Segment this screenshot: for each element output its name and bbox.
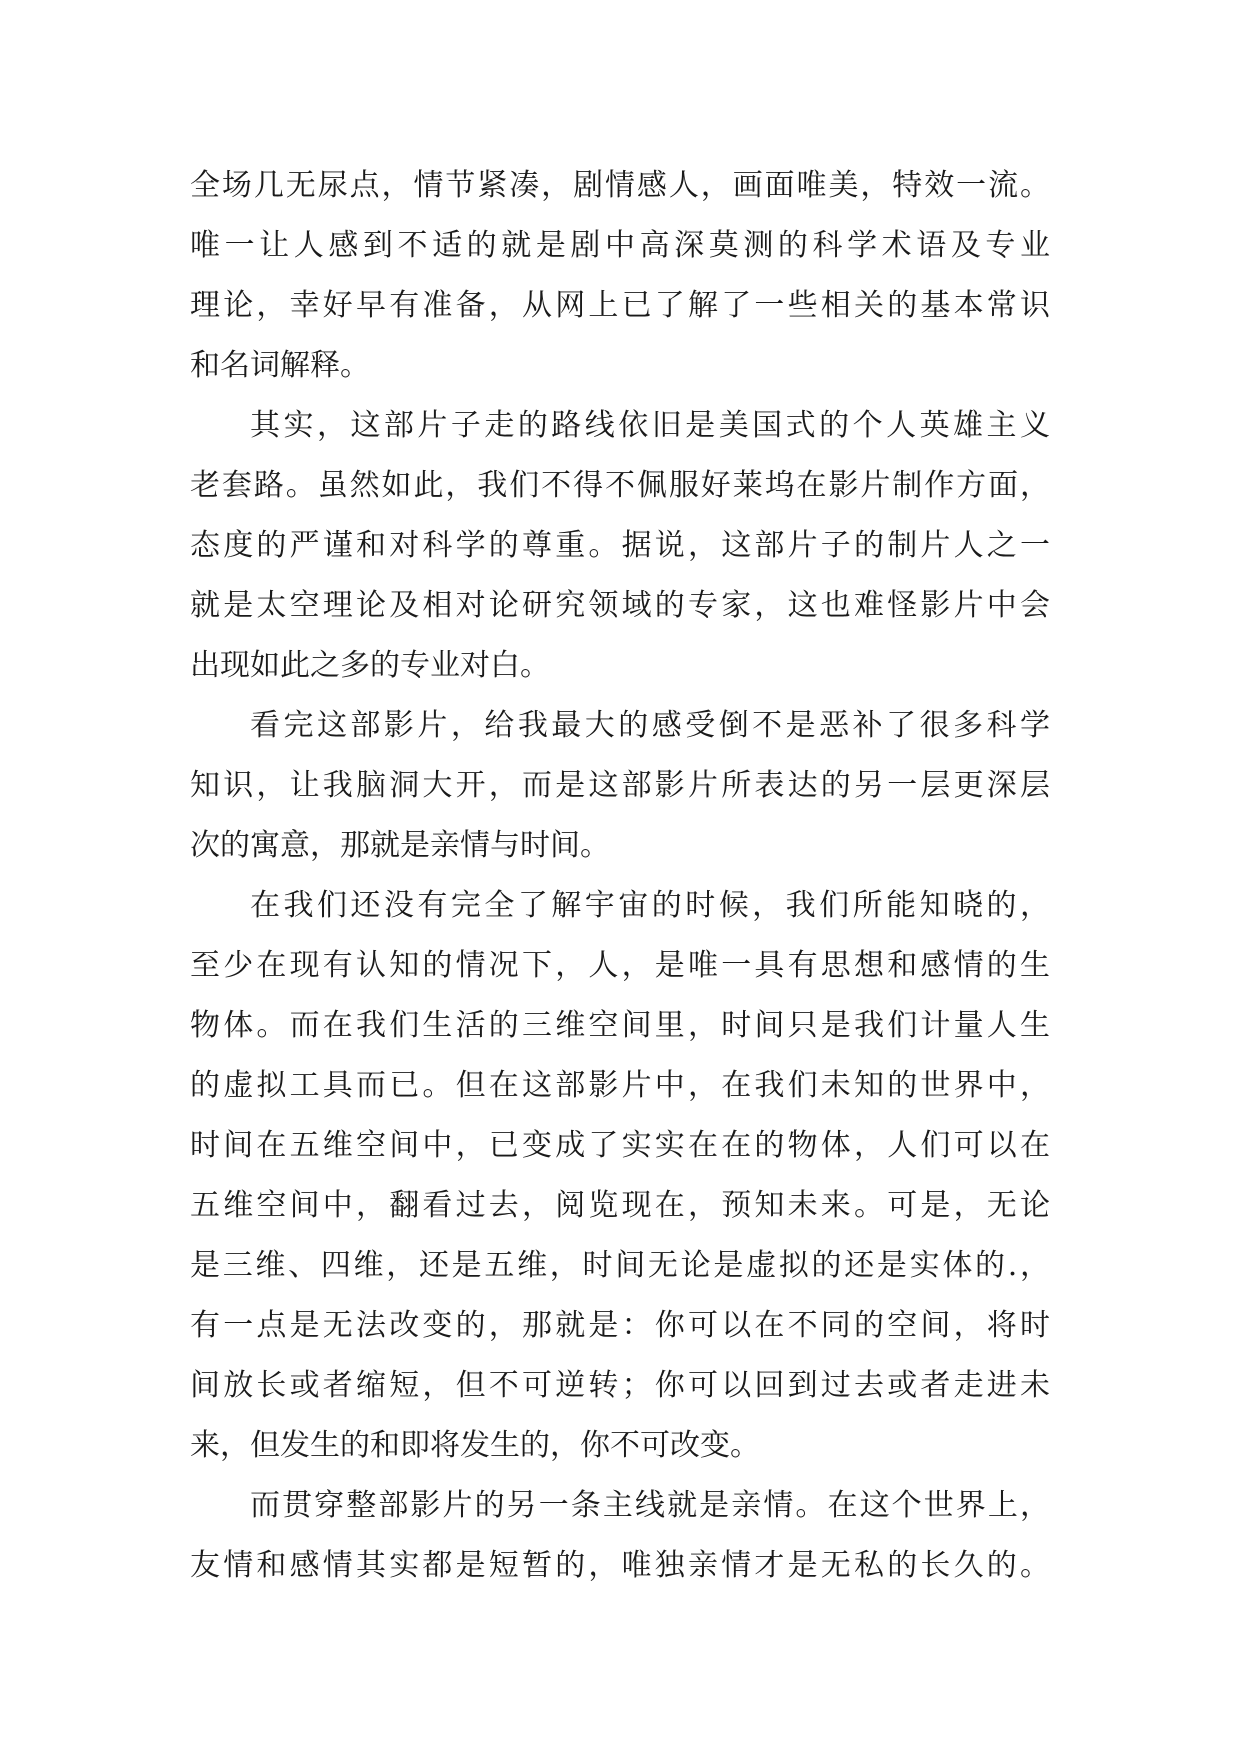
text-line: 间放长或者缩短，但不可逆转；你可以回到过去或者走进未 xyxy=(190,1368,1050,1403)
paragraph xyxy=(190,696,1050,876)
text-line: 全场几无尿点，情节紧凑，剧情感人，画面唯美，特效一流。 xyxy=(190,168,1050,203)
text-line: 至少在现有认知的情况下，人，是唯一具有思想和感情的生 xyxy=(190,948,1050,983)
text-line: 是三维、四维，还是五维，时间无论是虚拟的还是实体的.， xyxy=(190,1248,1050,1283)
text-line: 物体。而在我们生活的三维空间里，时间只是我们计量人生 xyxy=(190,1008,1050,1043)
text-line: 五维空间中，翻看过去，阅览现在，预知未来。可是，无论 xyxy=(190,1188,1050,1223)
paragraph xyxy=(190,876,1050,1476)
text-line: 知识，让我脑洞大开，而是这部影片所表达的另一层更深层 xyxy=(190,768,1050,803)
text-line: 友情和感情其实都是短暂的，唯独亲情才是无私的长久的。 xyxy=(190,1548,1050,1583)
text-line: 的虚拟工具而已。但在这部影片中，在我们未知的世界中， xyxy=(190,1068,1050,1103)
text-line: 而贯穿整部影片的另一条主线就是亲情。在这个世界上， xyxy=(250,1488,1050,1523)
text-line: 老套路。虽然如此，我们不得不佩服好莱坞在影片制作方面， xyxy=(190,468,1050,503)
text-line: 在我们还没有完全了解宇宙的时候，我们所能知晓的， xyxy=(250,888,1050,923)
paragraph xyxy=(190,396,1050,696)
paragraph xyxy=(190,156,1050,396)
text-line: 理论，幸好早有准备，从网上已了解了一些相关的基本常识 xyxy=(190,288,1050,323)
text-line: 看完这部影片，给我最大的感受倒不是恶补了很多科学 xyxy=(250,708,1050,743)
text-line: 就是太空理论及相对论研究领域的专家，这也难怪影片中会 xyxy=(190,588,1050,623)
document-body xyxy=(190,156,1050,1596)
text-line: 唯一让人感到不适的就是剧中高深莫测的科学术语及专业 xyxy=(190,228,1050,263)
text-line: 有一点是无法改变的，那就是：你可以在不同的空间，将时 xyxy=(190,1308,1050,1343)
paragraph xyxy=(190,1476,1050,1596)
text-line: 其实，这部片子走的路线依旧是美国式的个人英雄主义 xyxy=(250,408,1050,443)
text-line: 来，但发生的和即将发生的，你不可改变。 xyxy=(190,1428,760,1463)
text-line: 出现如此之多的专业对白。 xyxy=(190,648,550,683)
text-line: 时间在五维空间中，已变成了实实在在的物体，人们可以在 xyxy=(190,1128,1050,1163)
text-line: 态度的严谨和对科学的尊重。据说，这部片子的制片人之一 xyxy=(190,528,1050,563)
text-line: 和名词解释。 xyxy=(190,348,370,383)
text-line: 次的寓意，那就是亲情与时间。 xyxy=(190,828,610,863)
